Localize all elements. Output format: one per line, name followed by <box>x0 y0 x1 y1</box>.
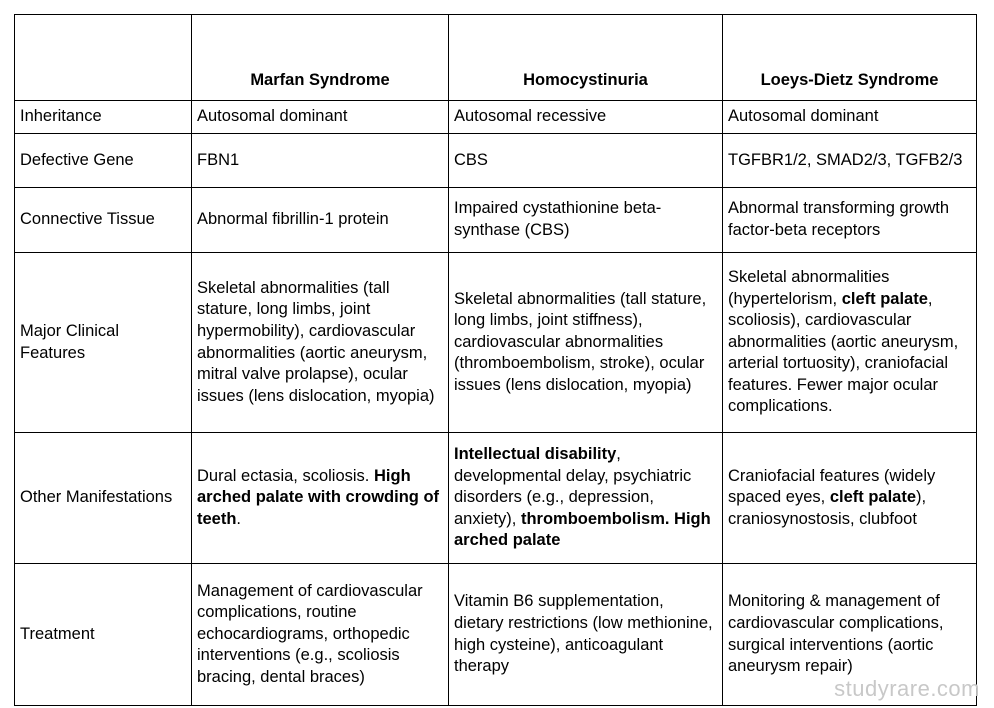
cell-marfan-inheritance <box>192 101 449 134</box>
bold-text-segment: Intellectual disability <box>454 445 617 464</box>
cell-loeys-dietz-defective-gene <box>723 134 977 188</box>
cell-marfan-defective-gene <box>192 134 449 188</box>
row-label-connective-tissue: Connective Tissue <box>15 188 192 253</box>
header-homocystinuria: Homocystinuria <box>449 15 723 101</box>
text-segment: Abnormal transforming growth factor-beta receptors <box>728 199 950 239</box>
header-row <box>15 15 977 101</box>
text-segment: Management of cardiovascular complications, routine echocardiograms, orthopedic interventions (e.g., scoliosis bracing, dental braces) <box>197 581 423 686</box>
text-segment: Monitoring & management of cardiovascular complications, surgical interventions (aortic aneurysm repair) <box>728 592 944 676</box>
cell-marfan-major-clinical-features <box>192 253 449 433</box>
text-segment: . <box>236 509 242 528</box>
cell-marfan-treatment <box>192 564 449 706</box>
header-loeys-dietz-syndrome: Loeys-Dietz Syndrome <box>723 15 977 101</box>
text-segment: Skeletal abnormalities (hypertelorism, <box>728 267 890 308</box>
cell-homocystinuria-defective-gene <box>449 134 723 188</box>
text-segment: , scoliosis), cardiovascular abnormalities (aortic aneurysm, arterial tortuosity), craniofacial features. Fewer major ocular complications. <box>728 289 959 416</box>
cell-marfan-other-manifestations <box>192 433 449 564</box>
table-row-defective-gene <box>15 134 977 188</box>
bold-text-segment: cleft palate <box>829 488 917 507</box>
text-segment: Skeletal abnormalities (tall stature, long limbs, joint hypermobility), cardiovascular abnormalities (aortic aneurysm, mitral valve prolapse), ocular issues (lens dislocation, myopia) <box>197 278 435 405</box>
cell-loeys-dietz-major-clinical-features <box>723 253 977 433</box>
cell-homocystinuria-treatment <box>449 564 723 706</box>
text-segment: Autosomal dominant <box>728 107 879 126</box>
text-segment: Dural ectasia, scoliosis. <box>197 466 374 485</box>
text-segment: Autosomal dominant <box>197 107 348 126</box>
text-segment: Impaired cystathionine beta-synthase (CBS) <box>454 199 662 239</box>
cell-loeys-dietz-other-manifestations <box>723 433 977 564</box>
cell-homocystinuria-connective-tissue <box>449 188 723 253</box>
studyrare-watermark: studyrare.com <box>834 676 980 701</box>
cell-homocystinuria-major-clinical-features <box>449 253 723 433</box>
text-segment: TGFBR1/2, SMAD2/3, TGFB2/3 <box>728 150 963 169</box>
table-row-inheritance <box>15 101 977 134</box>
bold-text-segment: High arched palate with crowding of teeth <box>197 466 440 528</box>
corner-header-cell <box>15 15 192 101</box>
row-label-other-manifestations: Other Manifestations <box>15 433 192 564</box>
text-segment: , developmental delay, psychiatric disorders (e.g., depression, anxiety), <box>454 445 692 528</box>
table-row-treatment <box>15 564 977 706</box>
text-segment: Craniofacial features (widely spaced eyes, <box>728 466 936 507</box>
text-segment: Vitamin B6 supplementation, dietary restrictions (low methionine, high cysteine), anticoagulant therapy <box>454 592 713 676</box>
bold-text-segment: cleft palate <box>841 289 928 308</box>
table-row-other-manifestations <box>15 433 977 564</box>
cell-marfan-connective-tissue <box>192 188 449 253</box>
text-segment: ), craniosynostosis, clubfoot <box>728 488 927 528</box>
header-marfan-syndrome: Marfan Syndrome <box>192 15 449 101</box>
bold-text-segment: thromboembolism. High arched palate <box>454 509 711 550</box>
text-segment: FBN1 <box>197 150 240 169</box>
cell-homocystinuria-inheritance <box>449 101 723 134</box>
text-segment: Abnormal fibrillin-1 protein <box>197 210 389 229</box>
text-segment: Skeletal abnormalities (tall stature, long limbs, joint stiffness), cardiovascular abnormalities (thromboembolism, stroke), ocular issues (lens dislocation, myopia) <box>454 289 707 394</box>
cell-homocystinuria-other-manifestations <box>449 433 723 564</box>
text-segment: CBS <box>454 150 488 169</box>
cell-loeys-dietz-connective-tissue <box>723 188 977 253</box>
table-row-connective-tissue <box>15 188 977 253</box>
syndrome-comparison-table <box>14 14 977 706</box>
text-segment: Autosomal recessive <box>454 107 607 126</box>
row-label-major-clinical-features: Major Clinical Features <box>15 253 192 433</box>
table-row-major-clinical-features <box>15 253 977 433</box>
row-label-defective-gene: Defective Gene <box>15 134 192 188</box>
row-label-inheritance: Inheritance <box>15 101 192 134</box>
cell-loeys-dietz-inheritance <box>723 101 977 134</box>
row-label-treatment: Treatment <box>15 564 192 706</box>
